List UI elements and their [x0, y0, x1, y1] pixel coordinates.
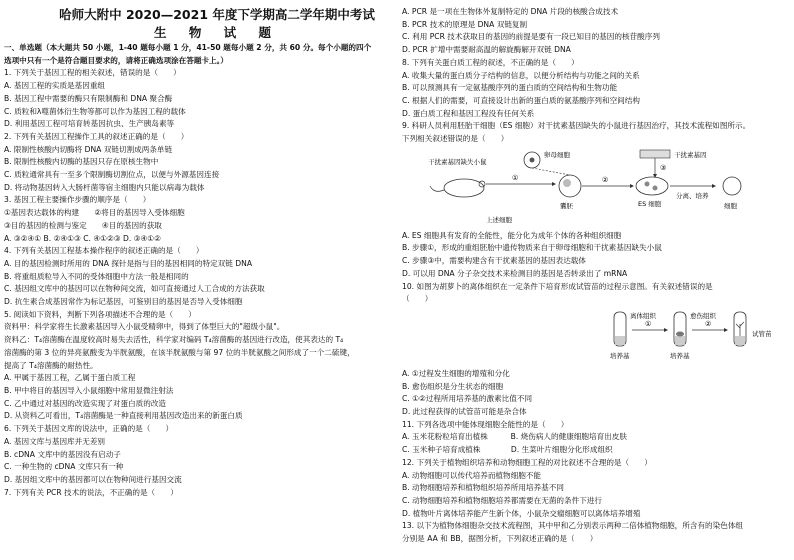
fig9-label-blastocyst: 囊胚: [560, 201, 573, 210]
left-lines-line: 4. 下列有关基因工程基本操作程序的叙述正确的是（ ）: [4, 246, 204, 256]
fig9-label-es: ES 细胞: [638, 199, 662, 208]
right-lines-bottom-line: 11. 下列各选项中能体现细胞全能性的是（ ）: [402, 419, 569, 429]
fig9-label-above: 上述细胞: [486, 215, 512, 224]
left-lines-line: B. cDNA 文库中的基因没有启动子: [4, 449, 121, 459]
right-lines-top-line: A. PCR 是一项在生物体外复制特定的 DNA 片段的核酸合成技术: [402, 7, 619, 16]
fig9-label-culture: 分离、培养: [676, 191, 709, 200]
left-lines-line: C. 质粒通常具有一至多个限制酶切割位点，以便与外源基因连接: [4, 170, 220, 180]
left-lines-line: 1. 下列关于基因工程的相关叙述，错误的是（ ）: [4, 68, 181, 78]
left-column: [4, 6, 390, 499]
mouse-left-shape: [444, 179, 484, 197]
left-lines-line: B. 限制性核酸内切酶的基因只存在原核生物中: [4, 157, 159, 167]
fig9-step-2: ②: [602, 175, 609, 184]
right-lines-top-line: C. 利用 PCR 技术获取目的基因的前提是要有一段已知目的基因的核苷酸序列: [402, 32, 660, 42]
right-lines-top-line: 下列相关叙述错误的是（ ）: [402, 134, 509, 144]
left-lines-line: C. 一种生物的 cDNA 文库只有一种: [4, 462, 124, 472]
exam-title: 哈师大附中 2020—2021 年度下学期高二学年期中考试: [59, 7, 375, 22]
left-lines-line: D. 利用基因工程可培育转基因抗虫、生产胰岛素等: [4, 119, 175, 129]
left-lines-line: C. 质粒和λ噬菌体衍生物等都可以作为基因工程的载体: [4, 106, 186, 116]
left-lines-line: D. 将动物基因转入大肠杆菌等宿主细胞内只能以病毒为载体: [4, 182, 205, 192]
fig9-label-cells: 细胞: [724, 201, 737, 210]
left-lines-line: 资料乙：T₄溶菌酶在温度较高时易失去活性，科学家对编码 T₄溶菌酶的基因进行改造，使其表达的 T₄: [4, 335, 344, 345]
right-lines-mid-line: A. ES 细胞具有发育的全能性，能分化为成年个体的各种组织细胞: [402, 230, 622, 240]
left-lines-line: 一、单选题（本大题共 50 小题，1-40 题每小题 1 分，41-50 题每小题 2 分，共 60 分。每个小题的四个: [4, 43, 372, 52]
right-lines-top-line: 8. 下列有关蛋白质工程的叙述，不正确的是（ ）: [402, 57, 579, 67]
right-lines-bottom-line: 12. 下列关于植物组织培养和动物细胞工程的对比叙述不合理的是（ ）: [402, 457, 652, 467]
right-lines-bottom-line: A. 动物细胞可以传代培养而植物细胞不能: [402, 470, 541, 480]
right-lines-top-line: 9. 科研人员利用胚胎干细胞（ES 细胞）对干扰素基因缺失的小鼠进行基因治疗，其技术流程如图所示。: [402, 121, 751, 131]
left-lines-line: C. 乙中通过对基因的改造实现了对蛋白质的改造: [4, 398, 167, 408]
left-lines-line: A. 限制性核酸内切酶将 DNA 双链切割成两条单链: [4, 144, 173, 154]
left-lines-line: B. 基因工程中需要的酶只有限制酶和 DNA 聚合酶: [4, 93, 173, 103]
left-lines-line: A. 甲属于基因工程，乙属于蛋白质工程: [4, 373, 136, 383]
right-lines-bottom-line: B. 愈伤组织是分生状态的细胞: [402, 381, 504, 391]
blastocyst-shape: [559, 175, 581, 197]
left-lines-line: A. ③②④① B. ②④①③ C. ④①②③ D. ③④①②: [4, 233, 161, 243]
fig9-label-gene: 干扰素基因: [674, 150, 707, 159]
right-lines-bottom-line: B. 动物细胞培养和植物组织培养所用培养基不同: [402, 483, 564, 493]
right-lines-top-line: D. 蛋白质工程和基因工程没有任何关系: [402, 108, 535, 118]
fig9-step-1: ①: [512, 173, 519, 182]
right-lines-top-line: B. 可以预测具有一定氨基酸序列的蛋白质的空间结构和生物功能: [402, 83, 618, 93]
left-lines-line: D. 基因组文库中的基因都可以在物种间进行基因交流: [4, 474, 182, 484]
left-lines-line: B. 甲中将目的基因导入小鼠细胞中常用显微注射法: [4, 385, 174, 395]
cells-shape: [723, 177, 741, 195]
right-question-list-bottom: [402, 368, 790, 546]
left-lines-line: 6. 下列关于基因文库的说法中，正确的是（ ）: [4, 424, 174, 434]
right-lines-bottom-line: D. 此过程获得的试管苗可能是杂合体: [402, 407, 527, 417]
left-lines-line: A. 基因文库与基因库并无差别: [4, 436, 106, 446]
fig10-step-1: ①: [645, 319, 652, 328]
figure-9-es-cell-diagram: [402, 146, 790, 230]
right-lines-bottom-line: C. ①②过程所用培养基的激素比值不同: [402, 394, 533, 404]
right-lines-top-line: A. 收集大量的蛋白质分子结构的信息，以便分析结构与功能之间的关系: [402, 70, 640, 80]
exam-subject: 生 物 试 题: [153, 25, 281, 40]
right-lines-bottom-line: C. 动物细胞培养和植物细胞培养都需要在无菌的条件下进行: [402, 495, 602, 505]
fig9-step-3: ③: [660, 163, 667, 172]
right-lines-bottom-line: D. 植物叶片离体培养能产生新个体，小鼠杂交瘤细胞可以离体培养增殖: [402, 508, 641, 518]
left-lines-line: A. 目的基因检测时所用的 DNA 探针是指与目的基因相同的特定双链 DNA: [4, 258, 253, 268]
left-lines-line: A. 基因工程的实质是基因重组: [4, 81, 106, 91]
left-lines-line: 5. 阅读如下资料，判断下列各项描述不合理的是（ ）: [4, 309, 196, 319]
left-lines-line: C. 基因组文库中的基因可以在物种间交流，如可直接通过人工合成的方法获取: [4, 284, 265, 294]
left-lines-line: 资料甲：科学家将生长激素基因导入小鼠受精卵中，得到了体型巨大的"超级小鼠"。: [4, 322, 285, 332]
right-question-list-top: [402, 6, 790, 146]
left-lines-line: 3. 基因工程主要操作步骤的顺序是（ ）: [4, 195, 151, 205]
left-lines-line: D. 抗生素合成基因常作为标记基因，可鉴别目的基因是否导入受体细胞: [4, 297, 243, 307]
right-lines-mid-line: C. 步骤③中，需要构建含有干扰素基因的基因表达载体: [402, 256, 586, 266]
left-lines-line: 溶菌酶的第 3 位的异亮氨酸变为半胱氨酸，在该半胱氨酸与第 97 位的半胱氨酸之间形成了一个二硫键，: [4, 347, 355, 357]
fig10-label-tissue: 离体组织: [630, 311, 656, 320]
left-lines-line: D. 从资料乙可看出，T₄溶菌酶是一种直接利用基因改造出来的新蛋白质: [4, 411, 243, 421]
right-lines-top-line: B. PCR 技术的原理是 DNA 双链复制: [402, 19, 528, 29]
left-lines-line: 选项中只有一个是符合题目要求的，请将正确选项涂在答题卡上。）: [4, 55, 229, 65]
right-lines-bottom-line: A. 玉米花粉粒培育出植株 B. 烧伤病人的健康细胞培育出皮肤: [402, 432, 627, 442]
gene-shape: [640, 150, 670, 158]
right-lines-bottom-line: C. 玉米种子培育成植株 D. 生菜叶片细胞分化形成组织: [402, 445, 613, 455]
right-lines-bottom-line: 分别是 AA 和 BB，据图分析，下列叙述正确的是（ ）: [402, 534, 598, 544]
left-lines-line: 7. 下列有关 PCR 技术的说法，不正确的是（ ）: [4, 487, 178, 497]
left-lines-line: ③目的基因的检测与鉴定 ④目的基因的获取: [4, 220, 162, 230]
fig10-label-medium-1: 培养基: [610, 351, 630, 360]
fig10-label-callus: 愈伤组织: [690, 311, 716, 320]
right-lines-bottom-line: A. ①过程发生细胞的增殖和分化: [402, 368, 510, 378]
fig10-label-seedling: 试管苗: [752, 329, 772, 338]
left-lines-line: ①基因表达载体的构建 ②将目的基因导入受体细胞: [4, 208, 185, 218]
figure-10-tissue-culture-diagram: [402, 306, 790, 368]
right-lines-top-line: C. 根据人们的需要，可直接设计出新的蛋白质的氨基酸序列和空间结构: [402, 95, 640, 105]
fig9-label-egg: 卵母细胞: [544, 150, 570, 159]
right-lines-top-line: D. PCR 扩增中需要耐高温的解旋酶解开双链 DNA: [402, 45, 571, 55]
right-lines-mid-line: D. 可以用 DNA 分子杂交技术来检测目的基因是否转录出了 mRNA: [402, 268, 628, 278]
left-question-list: [4, 42, 390, 499]
fig10-label-medium-2: 培养基: [670, 351, 690, 360]
left-lines-line: 2. 下列有关基因工程操作工具的叙述正确的是（ ）: [4, 131, 189, 141]
right-lines-mid-line: B. 步骤①，形成的重组胚胎中遗传物质来自于卵母细胞和干扰素基因缺失小鼠: [402, 243, 662, 253]
right-lines-mid-line: 10. 如图为胡萝卜的离体组织在一定条件下培育形成试管苗的过程示意图。有关叙述错误的是: [402, 281, 713, 291]
fig10-step-2: ②: [705, 319, 712, 328]
left-lines-line: B. 将重组质粒导入不同的受体细胞中方法一般是相同的: [4, 271, 189, 281]
right-lines-mid-line: （ ）: [402, 294, 433, 304]
right-lines-bottom-line: 13. 以下为植物体细胞杂交技术流程图，其中甲和乙分别表示两种二倍体植物细胞，所含有的染色体组: [402, 521, 744, 531]
right-column: [402, 6, 790, 546]
es-cells-shape: [636, 177, 668, 195]
right-question-list-mid: [402, 230, 790, 306]
left-lines-line: 提高了 T₄溶菌酶的耐热性。: [4, 360, 98, 370]
fig9-label-source: 干扰素基因缺失小鼠: [428, 157, 487, 166]
